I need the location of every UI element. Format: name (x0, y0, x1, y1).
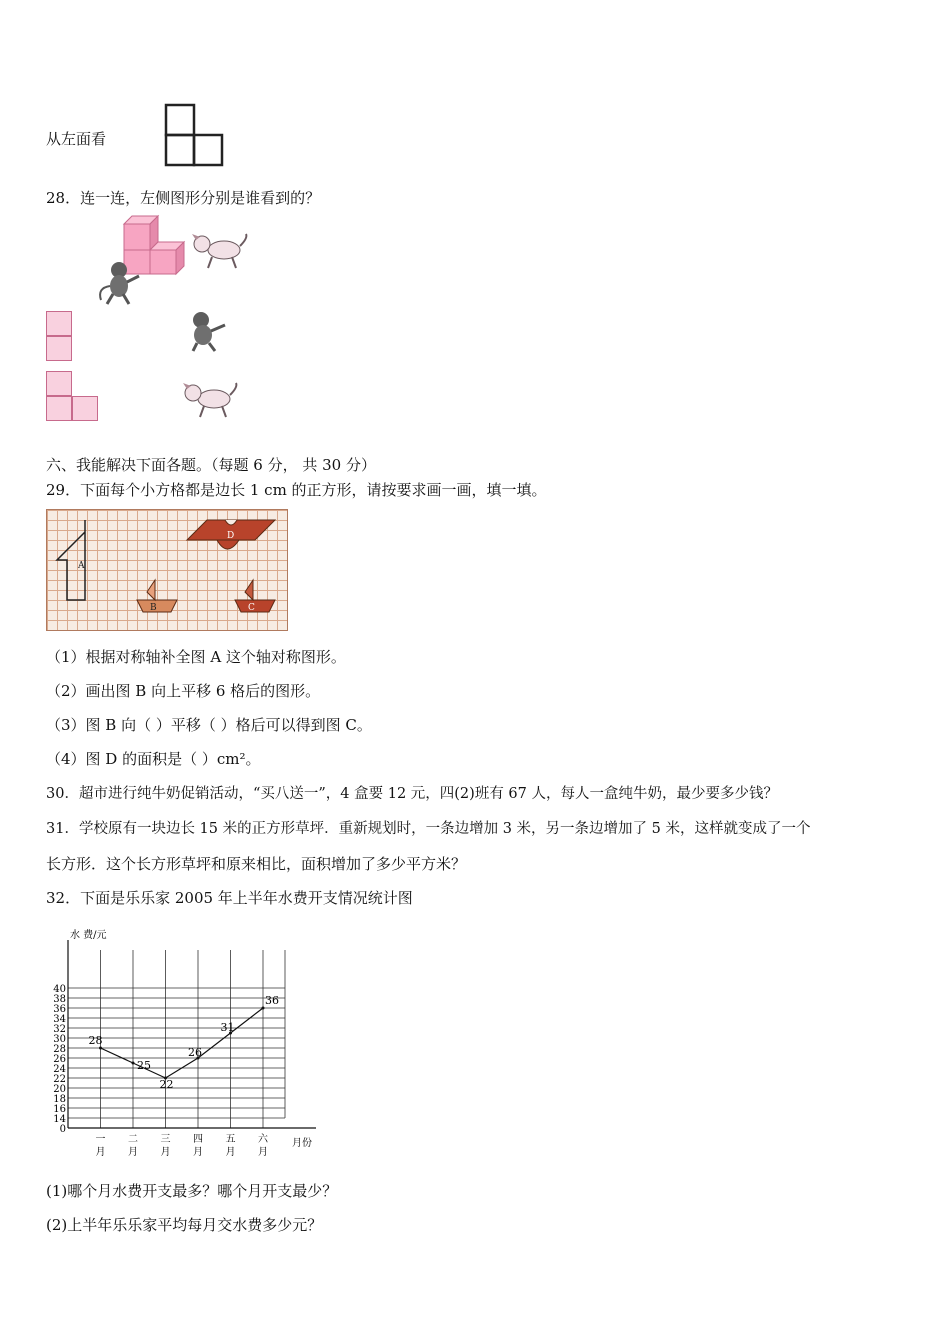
data-label: 28 (88, 1034, 103, 1047)
y-tick-label: 14 (53, 1114, 66, 1125)
q28-title: 28．连一连，左侧图形分别是谁看到的？ (46, 189, 321, 207)
label-a: A (78, 561, 85, 571)
y-tick-label: 28 (53, 1044, 66, 1055)
q32-sub-1: (1)哪个月水费开支最多？哪个月开支最少？ (46, 1182, 338, 1200)
q31-line-2: 长方形．这个长方形草坪和原来相比，面积增加了多少平方米？ (46, 855, 467, 873)
y-tick-label: 24 (53, 1064, 66, 1075)
x-tick-label: 月 (193, 1147, 203, 1158)
y-tick-label: 16 (53, 1104, 66, 1115)
x-tick-label: 三 (160, 1134, 171, 1145)
label-c: C (248, 603, 255, 613)
q29-sub-1: （1）根据对称轴补全图 A 这个轴对称图形。 (46, 648, 346, 666)
section-6-title: 六、我能解决下面各题。（每题 6 分， 共 30 分） (46, 456, 376, 474)
y-tick-label: 32 (53, 1024, 66, 1035)
view-shape-l (46, 371, 98, 421)
view-shape-vertical (46, 311, 72, 361)
y-axis-label: 水 费/元 (70, 930, 107, 941)
x-tick-label: 月 (225, 1147, 236, 1158)
q29-title: 29．下面每个小方格都是边长 1 cm 的正方形，请按要求画一画，填一填。 (46, 481, 547, 499)
x-tick-label: 二 (128, 1134, 138, 1145)
y-tick-label: 34 (53, 1014, 66, 1025)
series-line (101, 1008, 264, 1078)
dog-icon (190, 228, 250, 272)
y-tick-label: 38 (53, 994, 66, 1005)
y-tick-label: 36 (53, 1004, 66, 1015)
y-tick-label: 26 (53, 1054, 66, 1065)
x-tick-label: 四 (193, 1134, 203, 1145)
left-view-figure (163, 102, 225, 168)
x-tick-label: 五 (225, 1134, 236, 1145)
q29-sub-2: （2）画出图 B 向上平移 6 格后的图形。 (46, 682, 321, 700)
label-d: D (227, 531, 235, 541)
monkey-icon (93, 258, 143, 306)
data-label: 22 (159, 1078, 174, 1091)
q32-sub-2: (2)上半年乐乐家平均每月交水费多少元？ (46, 1216, 323, 1234)
q29-grid (46, 509, 288, 631)
data-label: 36 (265, 994, 279, 1007)
q29-sub-3: （3）图 B 向（ ）平移（ ）格后可以得到图 C。 (46, 716, 372, 734)
left-view-label: 从左面看 (46, 130, 107, 148)
y-tick-label: 0 (59, 1124, 66, 1135)
water-fee-line-chart (46, 920, 336, 1160)
label-b: B (150, 603, 157, 613)
x-tick-label: 六 (258, 1134, 268, 1145)
x-tick-label: 月 (160, 1147, 171, 1158)
x-tick-label: 月 (258, 1147, 268, 1158)
x-tick-label: 月 (95, 1147, 106, 1158)
y-tick-label: 30 (53, 1034, 66, 1045)
dog-icon (182, 377, 242, 421)
y-tick-label: 18 (53, 1094, 66, 1105)
q29-sub-4: （4）图 D 的面积是（ ）cm²。 (46, 750, 261, 768)
x-tick-label: 月 (128, 1147, 138, 1158)
x-axis-label: 月份 (292, 1138, 312, 1149)
data-label: 25 (137, 1059, 151, 1072)
q30-text: 30．超市进行纯牛奶促销活动，“买八送一”，4 盒要 12 元，四(2)班有 67 人，每人一盒纯牛奶，最少要多少钱？ (46, 786, 778, 802)
q31-line-1: 31．学校原有一块边长 15 米的正方形草坪．重新规划时，一条边增加 3 米，另一条边增加了 5 米，这样就变成了一个 (46, 821, 811, 837)
x-tick-label: 一 (95, 1134, 106, 1145)
y-tick-label: 20 (53, 1084, 66, 1095)
data-point (132, 1062, 135, 1065)
q32-title: 32．下面是乐乐家 2005 年上半年水费开支情况统计图 (46, 889, 413, 907)
data-label: 26 (188, 1046, 202, 1059)
data-label: 31 (220, 1021, 235, 1034)
monkey-icon (183, 309, 229, 353)
y-tick-label: 22 (53, 1074, 66, 1085)
y-tick-label: 40 (53, 984, 66, 995)
